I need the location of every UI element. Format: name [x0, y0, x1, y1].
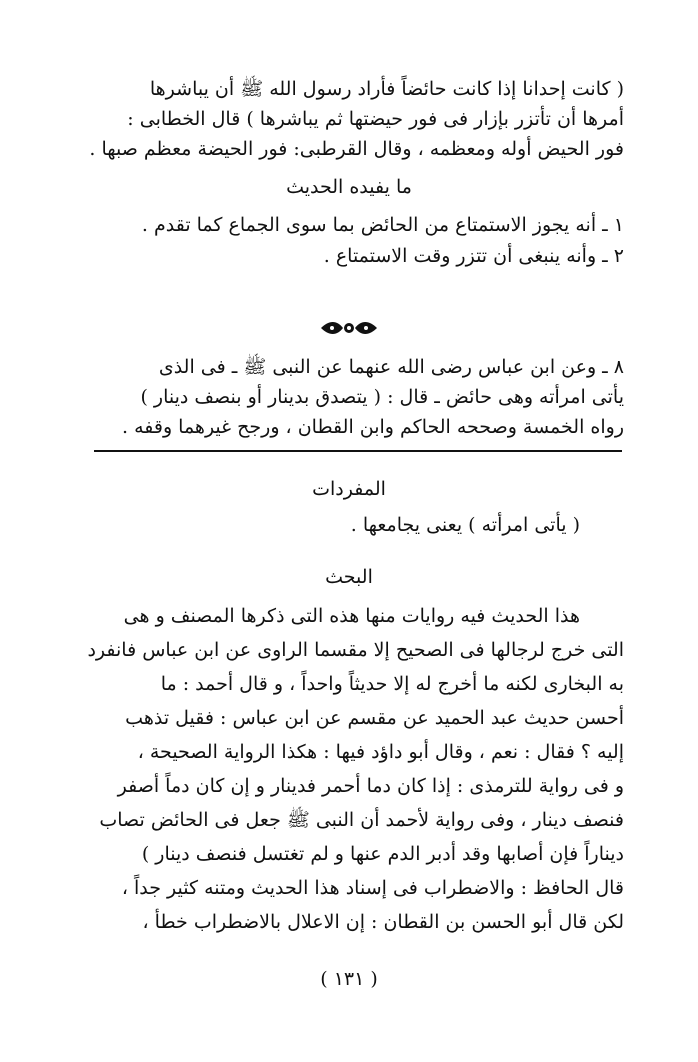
- ornament-divider: [0, 318, 698, 338]
- research-line: قال الحافظ : والاضطراب فى إسناد هذا الحديث ومتنه كثير جداً ،: [121, 877, 624, 899]
- ornament-icon: [319, 318, 379, 338]
- hadith-line: ٨ ـ وعن ابن عباس رضى الله عنهما عن النبى ﷺ ـ فى الذى: [158, 356, 624, 378]
- page-number: ( ١٣١ ): [320, 968, 378, 990]
- horizontal-rule: [94, 450, 622, 452]
- research-line: ديناراً فإن أصابها وقد أدبر الدم عنها و لم تغتسل فنصف دينار ): [141, 843, 624, 865]
- benefit-item: ٢ ـ وأنه ينبغى أن تتزر وقت الاستمتاع .: [323, 245, 624, 267]
- vocabulary-heading: المفردات: [312, 478, 386, 500]
- research-heading: البحث: [325, 566, 373, 588]
- research-line: لكن قال أبو الحسن بن القطان : إن الاعلال بالاضطراب خطأ ،: [142, 911, 624, 933]
- benefits-heading: ما يفيده الحديث: [286, 176, 412, 198]
- research-line: به البخارى لكنه ما أخرج له إلا حديثاً واحداً ، و قال أحمد : ما: [160, 673, 624, 695]
- research-line: أحسن حديث عبد الحميد عن مقسم عن ابن عباس : فقيل تذهب: [125, 707, 624, 729]
- opening-line: أمرها أن تأتزر بإزار فى فور حيضتها ثم يباشرها ) قال الخطابى :: [127, 108, 624, 130]
- opening-line: فور الحيض أوله ومعظمه ، وقال القرطبى: فور الحيضة معظم صبها .: [89, 138, 624, 160]
- benefit-item: ١ ـ أنه يجوز الاستمتاع من الحائض بما سوى الجماع كما تقدم .: [141, 214, 624, 236]
- vocabulary-entry: ( يأتى امرأته ) يعنى يجامعها .: [350, 514, 580, 536]
- research-line: فنصف دينار ، وفى رواية لأحمد أن النبى ﷺ جعل فى الحائض تصاب: [99, 809, 624, 831]
- research-line: التى خرج لرجالها فى الصحيح إلا مقسما الراوى عن ابن عباس فانفرد: [87, 639, 624, 661]
- research-line: و فى رواية للترمذى : إذا كان دما أحمر فدينار و إن كان دماً أصفر: [117, 775, 624, 797]
- research-line: إليه ؟ فقال : نعم ، وقال أبو داؤد فيها : هكذا الرواية الصحيحة ،: [137, 741, 624, 763]
- hadith-line: رواه الخمسة وصححه الحاكم وابن القطان ، ورجح غيرهما وقفه .: [121, 416, 624, 438]
- research-line: هذا الحديث فيه روايات منها هذه التى ذكرها المصنف و هى: [123, 605, 580, 627]
- opening-line: ( كانت إحدانا إذا كانت حائضاً فأراد رسول الله ﷺ أن يباشرها: [149, 78, 624, 100]
- hadith-line: يأتى امرأته وهى حائض ـ قال : ( يتصدق بدينار أو بنصف دينار ): [140, 386, 624, 408]
